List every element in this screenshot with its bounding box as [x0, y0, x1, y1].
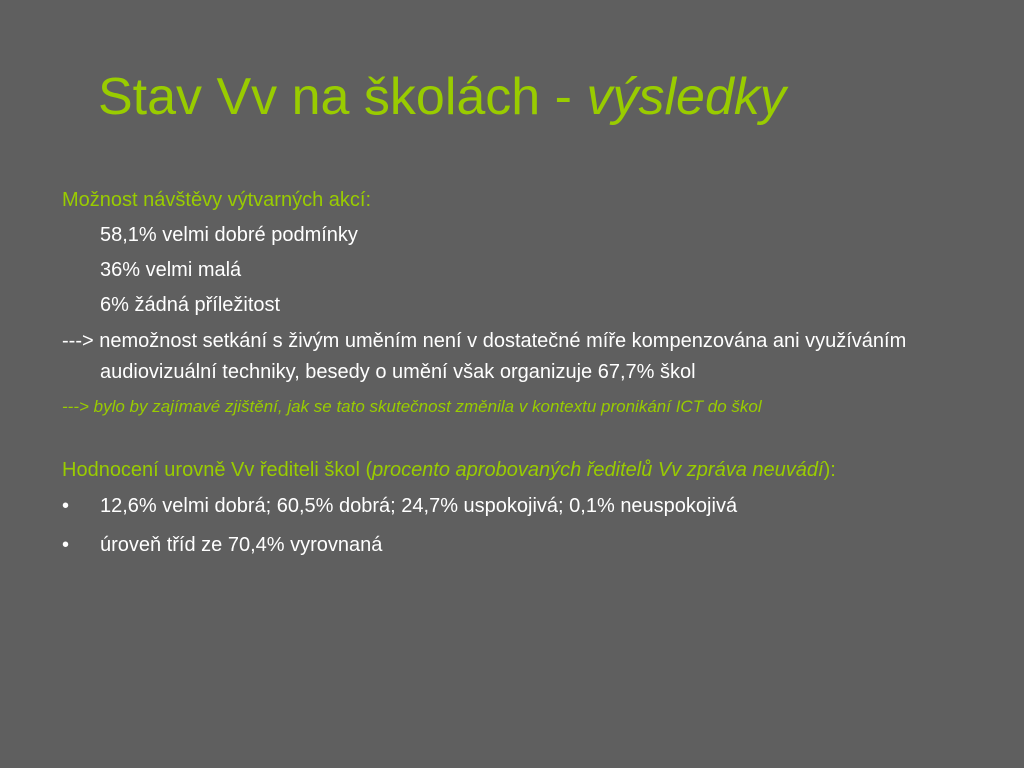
- slide-title-italic: výsledky: [586, 68, 786, 126]
- section2-bullet-2: [62, 528, 982, 563]
- section1-item-1: 58,1% velmi dobré podmínky: [100, 224, 358, 246]
- section2-heading-italic: procento aprobovaných ředitelů Vv zpráva neuvádí: [372, 459, 824, 481]
- slide-title: [98, 62, 786, 132]
- section1-conclusion: ---> nemožnost setkání s živým uměním není v dostatečné míře kompenzována ani využíváním audiovizuální techniky, besedy o umění však organizuje 67,7% škol: [62, 330, 907, 383]
- section2-bullet-2-text: úroveň tříd ze 70,4% vyrovnaná: [100, 534, 383, 556]
- section2-heading: [62, 455, 982, 485]
- slide-title-plain: Stav Vv na školách -: [98, 68, 587, 126]
- section1-item-2: 36% velmi malá: [100, 259, 242, 281]
- section2-heading-end: ):: [823, 459, 836, 481]
- slide-body: [62, 183, 982, 563]
- section2-bullet-1-text: 12,6% velmi dobrá; 60,5% dobrá; 24,7% uspokojivá; 0,1% neuspokojivá: [100, 495, 738, 517]
- section1-heading: Možnost návštěvy výtvarných akcí:: [62, 189, 372, 211]
- section1-item-3: 6% žádná příležitost: [100, 294, 281, 316]
- bullet-icon: •: [62, 495, 70, 517]
- section2-bullet-1: [62, 489, 982, 524]
- section2-heading-plain: Hodnocení urovně Vv řediteli škol (: [62, 459, 373, 481]
- section1-note: ---> bylo by zajímavé zjištění, jak se tato skutečnost změnila v kontextu pronikání ICT do škol: [62, 397, 762, 416]
- bullet-icon: •: [62, 534, 70, 556]
